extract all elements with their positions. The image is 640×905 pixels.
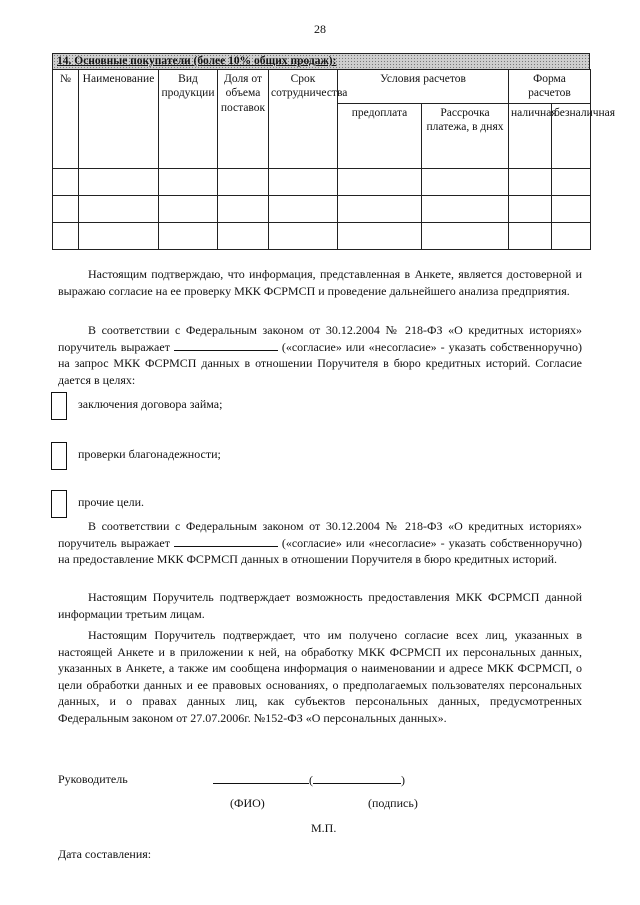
header-product-type: Вид продукции bbox=[159, 70, 218, 169]
table-cell[interactable] bbox=[552, 168, 591, 195]
section-title-bar bbox=[52, 53, 590, 69]
open-paren: ( bbox=[309, 773, 313, 787]
table-row bbox=[53, 222, 591, 249]
header-installment: Рассрочка платежа, в днях bbox=[422, 103, 509, 168]
checkbox-other[interactable] bbox=[51, 490, 67, 518]
table-row bbox=[53, 195, 591, 222]
table-cell[interactable] bbox=[509, 195, 552, 222]
buyers-table bbox=[52, 69, 616, 250]
section-title: 14. Основные покупатели (более 10% общих продаж): bbox=[57, 55, 337, 67]
table-cell[interactable] bbox=[422, 168, 509, 195]
consent-blank-1[interactable] bbox=[174, 339, 278, 351]
table-cell[interactable] bbox=[509, 222, 552, 249]
table-cell[interactable] bbox=[338, 195, 422, 222]
table-cell[interactable] bbox=[269, 168, 338, 195]
checkbox-loan-agreement-label: заключения договора займа; bbox=[78, 397, 223, 411]
table-cell[interactable] bbox=[269, 195, 338, 222]
buyers-table-section bbox=[52, 53, 616, 250]
header-num: № bbox=[53, 70, 79, 169]
credit-history-provision-text-end: («согласие» или «несогласие» - указать собственноручно) на предоставление МКК ФСРМСП данных в отношении Поручителя в бюро кредитных историй. bbox=[58, 535, 583, 566]
checkbox-reliability-label: проверки благонадежности; bbox=[78, 447, 221, 461]
credit-history-provision-text: В соответствии с Федеральным законом от 30.12.2004 № 218-ФЗ «О кредитных историях» поручитель выражает bbox=[58, 519, 582, 550]
sign-caption: (подпись) bbox=[368, 796, 418, 810]
table-cell[interactable] bbox=[338, 222, 422, 249]
table-cell[interactable] bbox=[218, 168, 269, 195]
credit-history-request-text: В соответствии с Федеральным законом от 30.12.2004 № 218-ФЗ «О кредитных историях» поручитель выражает bbox=[58, 323, 582, 354]
head-signature-line bbox=[213, 772, 405, 788]
table-cell[interactable] bbox=[422, 195, 509, 222]
header-name: Наименование bbox=[79, 70, 159, 169]
credit-history-request-paragraph bbox=[58, 322, 582, 388]
table-cell[interactable] bbox=[552, 222, 591, 249]
table-cell[interactable] bbox=[218, 195, 269, 222]
checkbox-loan-agreement[interactable] bbox=[51, 392, 67, 420]
consent-blank-2[interactable] bbox=[174, 535, 278, 547]
confirmation-paragraph: Настоящим подтверждаю, что информация, представленная в Анкете, является достоверной и выражаю согласие на ее проверку МКК ФСРМСП и проведение дальнейшего анализа предприятия. bbox=[58, 267, 582, 298]
head-label: Руководитель bbox=[58, 772, 128, 786]
table-cell[interactable] bbox=[53, 222, 79, 249]
table-cell[interactable] bbox=[79, 168, 159, 195]
table-cell[interactable] bbox=[53, 168, 79, 195]
table-cell[interactable] bbox=[159, 168, 218, 195]
checkbox-other-label: прочие цели. bbox=[78, 495, 145, 509]
sign-blank[interactable] bbox=[313, 772, 401, 784]
table-cell[interactable] bbox=[269, 222, 338, 249]
table-cell[interactable] bbox=[79, 195, 159, 222]
fio-caption: (ФИО) bbox=[230, 796, 265, 810]
close-paren: ) bbox=[401, 773, 405, 787]
header-prepayment: предоплата bbox=[338, 103, 422, 168]
header-share: Доля от объема поставок bbox=[218, 70, 269, 169]
personal-data-paragraph: Настоящим Поручитель подтверждает, что им получено согласие всех лиц, указанных в настоящей Анкете и в приложении к ней, на обработку МКК ФСРМСП их персональных данных, указанных в Анкете, а также им сообщена информация о наименовании и адресе МКК ФСРМСП, о цели обработки данных и ее правовых основаниях, о предполагаемых пользователях персональных данных, и о правах данных лиц, как субъектов персональных данных, предусмотренных Федеральным законом от 27.07.2006г. №152-ФЗ «О персональных данных». bbox=[58, 628, 582, 725]
header-payment-conditions: Условия расчетов bbox=[338, 70, 509, 104]
page-number: 28 bbox=[314, 22, 326, 36]
table-cell[interactable] bbox=[53, 195, 79, 222]
table-cell[interactable] bbox=[159, 195, 218, 222]
header-payment-form: Форма расчетов bbox=[509, 70, 591, 104]
table-cell[interactable] bbox=[159, 222, 218, 249]
header-cash: наличная bbox=[509, 103, 552, 168]
header-term: Срок сотрудничества bbox=[269, 70, 338, 169]
fio-blank[interactable] bbox=[213, 772, 309, 784]
date-label: Дата составления: bbox=[58, 847, 152, 861]
header-noncash: безналичная bbox=[552, 103, 591, 168]
table-cell[interactable] bbox=[338, 168, 422, 195]
table-row bbox=[53, 168, 591, 195]
credit-history-provision-paragraph bbox=[58, 518, 582, 568]
table-cell[interactable] bbox=[422, 222, 509, 249]
table-cell[interactable] bbox=[552, 195, 591, 222]
third-parties-paragraph: Настоящим Поручитель подтверждает возможность предоставления МКК ФСРМСП данной информации третьим лицам. bbox=[58, 590, 582, 621]
checkbox-reliability[interactable] bbox=[51, 442, 67, 470]
stamp-label: М.П. bbox=[311, 821, 337, 835]
table-cell[interactable] bbox=[218, 222, 269, 249]
table-cell[interactable] bbox=[79, 222, 159, 249]
credit-history-request-text-end: («согласие» или «несогласие» - указать собственноручно) на запрос МКК ФСРМСП данных в отношении Поручителя в бюро кредитных историй. Согласие дается в целях: bbox=[58, 339, 583, 387]
table-cell[interactable] bbox=[509, 168, 552, 195]
